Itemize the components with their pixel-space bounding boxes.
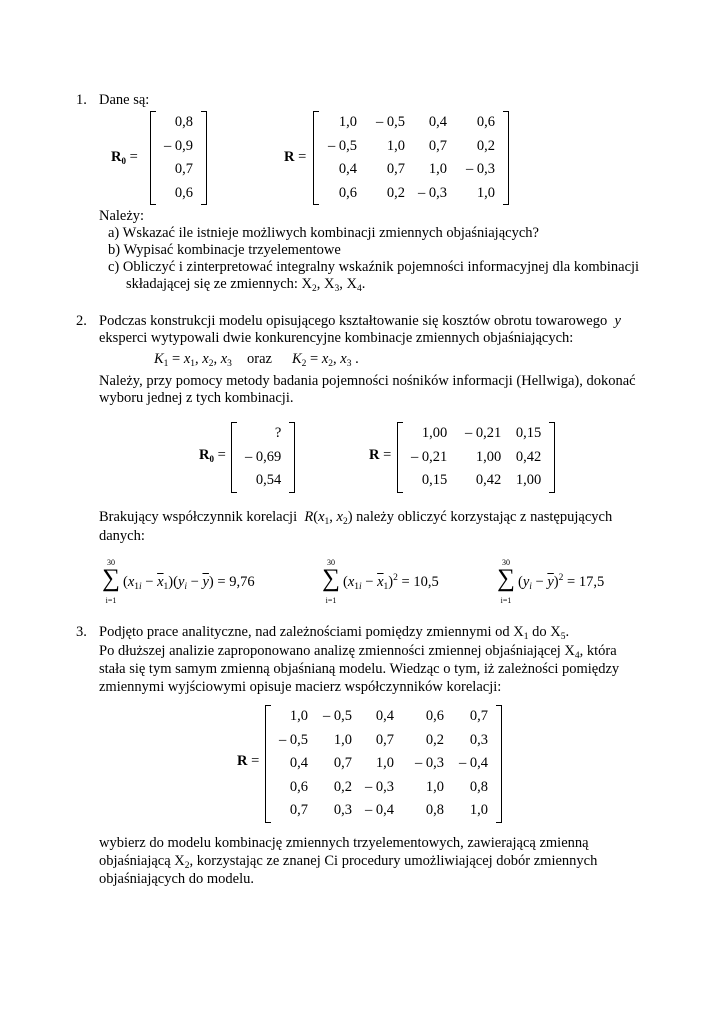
problem2-number: 2. <box>76 313 87 329</box>
matrix-cell: 1,0 <box>386 137 405 154</box>
oraz-word: oraz <box>247 351 272 367</box>
problem1-number: 1. <box>76 92 87 108</box>
matrix-cell: 0,2 <box>333 778 352 795</box>
r0-label-2: $R_0$ = <box>199 447 226 464</box>
matrix-cell: – 0,5 <box>323 708 352 724</box>
r-label-2: R = <box>369 447 392 463</box>
matrix-cell: 0,2 <box>386 184 405 201</box>
matrix-row <box>321 182 501 206</box>
problem2-line2: eksperci wytypowali dwie konkurencyjne kombinacje zmiennych objaśniających: <box>99 330 574 346</box>
problem3-line7: objaśniających do modelu. <box>99 871 255 887</box>
matrix-cell: 0,6 <box>338 184 357 201</box>
matrix-cell: 0,7 <box>386 161 405 177</box>
matrix-cell: 1,0 <box>428 161 447 177</box>
missing-coef-line: Brakujący współczynnik korelacji $R(x_1$, $x_2$) należy obliczyć korzystając z następujących <box>99 509 613 527</box>
problem1-intro: Dane są: <box>99 92 150 108</box>
matrix-cell: 0,3 <box>469 731 488 748</box>
matrix-cell: 0,7 <box>469 708 488 724</box>
matrix-cell: – 0,4 <box>365 802 394 818</box>
problem3-line4: zmiennymi wyjściowymi opisuje macierz współczynników korelacji: <box>99 679 502 695</box>
matrix-cell: 0,6 <box>289 778 308 795</box>
sum-formula-1: 30 ∑ i=1 $(x_{1i} - \overline{x}_1)(y_i - \overline{y}) = 9,76$ <box>102 558 255 605</box>
matrix-cell: 0,3 <box>333 802 352 818</box>
matrix-cell: 0,4 <box>338 161 357 177</box>
matrix-row <box>405 469 547 493</box>
matrix-cell: 0,7 <box>428 137 447 154</box>
combination-k2: $K_2 = x_2$, $x_3$ . <box>292 351 359 369</box>
r0-label-1: $R_0$ = <box>111 149 138 166</box>
r-label-1: R = <box>284 149 307 165</box>
matrix-cell: 1,0 <box>469 802 488 818</box>
problem2-line4: wyboru jednej z tych kombinacji. <box>99 390 294 406</box>
matrix-cell: 0,42 <box>475 472 502 488</box>
matrix-row <box>273 705 494 729</box>
r-matrix-3 <box>265 705 502 823</box>
matrix-cell: 0,6 <box>425 708 444 724</box>
matrix-cell: 0,7 <box>333 755 352 771</box>
r-label-3: R = <box>237 753 260 769</box>
matrix-cell: – 0,5 <box>328 137 357 154</box>
matrix-cell: 1,00 <box>421 425 448 441</box>
r-matrix-2 <box>397 422 555 493</box>
matrix-cell: 0,7 <box>375 731 394 748</box>
matrix-cell: 0,4 <box>289 755 308 771</box>
matrix-row <box>321 158 501 182</box>
problem3-line3: stała się tym samym zmienną objaśnianą modelu. Wiedząc o tym, iż zależności pomiędzy <box>99 661 620 677</box>
task-c: c) Obliczyć i zinterpretować integralny wskaźnik pojemności informacyjnej dla kombinacji <box>108 259 640 275</box>
matrix-row <box>321 135 501 159</box>
matrix-cell: – 0,21 <box>465 425 502 441</box>
matrix-row <box>273 799 494 823</box>
task-a: a) Wskazać ile istnieje możliwych kombinacji zmiennych objaśniających? <box>108 225 539 241</box>
matrix-cell: – 0,3 <box>365 778 394 795</box>
matrix-cell: 0,15 <box>515 425 542 441</box>
sum-formula-2: 30 ∑ i=1 $(x_{1i} - \overline{x}_1)^2 = 10,5$ <box>322 558 439 605</box>
matrix-row <box>321 111 501 135</box>
r-matrix-1 <box>313 111 509 205</box>
sigma-icon: 30 ∑ i=1 <box>497 558 515 605</box>
problem3-line5: wybierz do modelu kombinację zmiennych trzyelementowych, zawierającą zmienną <box>99 835 589 851</box>
problem3-line6: objaśniającą $X_2$, korzystając ze znanej Ci procedury umożliwiającej dobór zmiennych <box>99 853 598 871</box>
sigma-icon: 30 ∑ i=1 <box>102 558 120 605</box>
r0-matrix-1: 0,8 – 0,9 0,7 0,6 <box>150 111 207 205</box>
matrix-cell: 1,0 <box>338 114 357 130</box>
matrix-cell: – 0,4 <box>459 755 488 771</box>
matrix-cell: 1,0 <box>375 755 394 771</box>
task-intro: Należy: <box>99 208 145 224</box>
matrix-row <box>273 752 494 776</box>
matrix-row <box>405 446 547 470</box>
matrix-cell: 0,2 <box>425 731 444 748</box>
task-c-cont: składającej się ze zmiennych: $X_2$, $X_3$, $X_4$. <box>126 276 366 294</box>
matrix-cell: 0,7 <box>289 802 308 818</box>
missing-coef-data: danych: <box>99 528 145 544</box>
combination-k1: $K_1 = x_1$, $x_2$, $x_3$ <box>154 351 232 369</box>
problem2-line1: Podczas konstrukcji modelu opisującego kształtowanie się kosztów obrotu towarowego y <box>99 313 621 329</box>
matrix-cell: 0,42 <box>515 448 542 465</box>
matrix-cell: – 0,3 <box>466 161 495 177</box>
matrix-row <box>405 422 547 446</box>
matrix-cell: 1,0 <box>425 778 444 795</box>
matrix-cell: 1,0 <box>333 731 352 748</box>
matrix-cell: 0,4 <box>375 708 394 724</box>
problem3-line1: Podjęto prace analityczne, nad zależnościami pomiędzy zmiennymi od $X_1$ do $X_5$. <box>99 624 570 642</box>
matrix-cell: 1,0 <box>476 184 495 201</box>
task-b: b) Wypisać kombinacje trzyelementowe <box>108 242 341 258</box>
problem3-number: 3. <box>76 624 87 640</box>
matrix-cell: – 0,3 <box>415 755 444 771</box>
matrix-row <box>273 776 494 800</box>
matrix-cell: 0,8 <box>469 778 488 795</box>
sigma-icon: 30 ∑ i=1 <box>322 558 340 605</box>
matrix-cell: 1,00 <box>475 448 502 465</box>
matrix-cell: 1,0 <box>289 708 308 724</box>
matrix-cell: 0,2 <box>476 137 495 154</box>
matrix-row <box>273 729 494 753</box>
matrix-cell: 0,15 <box>421 472 448 488</box>
matrix-cell: – 0,5 <box>279 731 308 748</box>
problem2-line3: Należy, przy pomocy metody badania pojemności nośników informacji (Hellwiga), dokonać <box>99 373 636 389</box>
problem3-line2: Po dłuższej analizie zaproponowano analizę zmienności zmiennej objaśniającej $X_4$, która <box>99 643 617 661</box>
matrix-cell: – 0,21 <box>411 448 448 465</box>
matrix-cell: 0,4 <box>428 114 447 130</box>
matrix-cell: – 0,3 <box>418 184 447 201</box>
matrix-cell: – 0,5 <box>376 114 405 130</box>
matrix-cell: 0,8 <box>425 802 444 818</box>
matrix-cell: 1,00 <box>515 472 542 488</box>
matrix-cell: 0,6 <box>476 114 495 130</box>
r0-matrix-2: ? – 0,69 0,54 <box>231 422 295 493</box>
sum-formula-3: 30 ∑ i=1 $(y_i - \overline{y})^2 = 17,5$ <box>497 558 605 605</box>
